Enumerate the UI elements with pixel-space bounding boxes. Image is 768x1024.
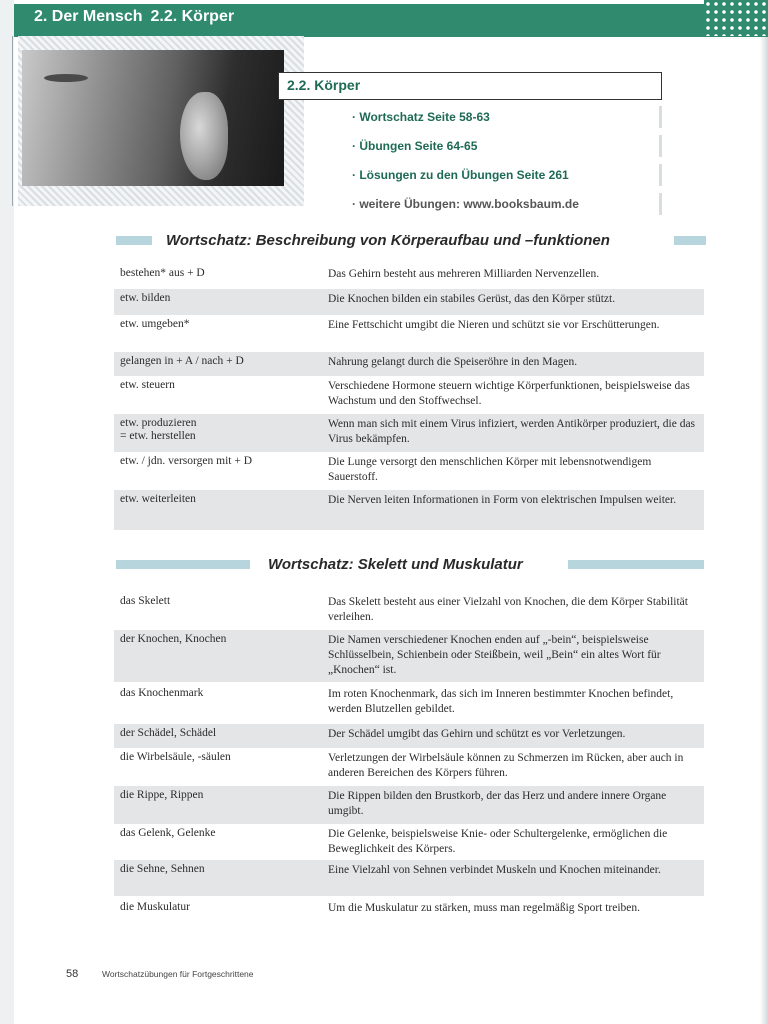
section-heading-skeleton: Wortschatz: Skelett und Muskulatur: [268, 556, 523, 573]
vocab-row: [114, 352, 704, 376]
vocab-term: der Knochen, Knochen: [120, 633, 227, 645]
vocab-row: [114, 684, 704, 722]
vocab-example: Die Nerven leiten Informationen in Form von elektrischen Impulsen weiter.: [328, 494, 677, 506]
vocab-term: bestehen* aus + D: [120, 267, 205, 279]
vocab-row: [114, 289, 704, 315]
vocab-example: Verschiedene Hormone steuern wichtige Körperfunktionen, beispielsweise das Wachstum und den Stoffwechsel.: [328, 380, 690, 407]
section-heading-body-functions: Wortschatz: Beschreibung von Körperaufbau und –funktionen: [166, 232, 610, 249]
vocab-term: das Skelett: [120, 595, 171, 607]
section-bar-right: [674, 236, 706, 245]
vocab-example: Die Lunge versorgt den menschlichen Körper mit lebensnotwendigem Sauerstoff.: [328, 456, 652, 483]
vocab-row: [114, 898, 704, 924]
vocab-example: Das Gehirn besteht aus mehreren Milliarden Nervenzellen.: [328, 268, 600, 280]
vocab-row: [114, 315, 704, 351]
vocab-row: [114, 824, 704, 860]
decorative-pattern-icon: [704, 0, 768, 36]
vocab-row: [114, 748, 704, 786]
info-link-solutions: · Lösungen zu den Übungen Seite 261: [346, 164, 662, 186]
vocab-example: Eine Vielzahl von Sehnen verbindet Muskeln und Knochen miteinander.: [328, 864, 661, 876]
eye-shape: [44, 74, 88, 82]
section-bar-left: [116, 560, 250, 569]
ear-photo: [22, 50, 284, 186]
book-title: Wortschatzübungen für Fortgeschrittene: [102, 969, 254, 979]
gutter-line: [12, 36, 13, 206]
vocab-example: Die Knochen bilden ein stabiles Gerüst, das den Körper stützt.: [328, 293, 616, 305]
vocab-term: das Gelenk, Gelenke: [120, 827, 216, 839]
vocab-row: [114, 452, 704, 490]
vocab-row: [114, 786, 704, 824]
section-bar-left: [116, 236, 152, 245]
vocab-term: etw. umgeben*: [120, 318, 190, 330]
info-link-exercises: · Übungen Seite 64-65: [346, 135, 662, 157]
info-link-website: · weitere Übungen: www.booksbaum.de: [346, 193, 662, 215]
vocab-row: [114, 630, 704, 682]
vocab-term: etw. produzieren = etw. herstellen: [120, 417, 197, 442]
vocab-example: Das Skelett besteht aus einer Vielzahl von Knochen, die dem Körper Stabilität verleihen.: [328, 596, 688, 623]
vocab-term: etw. bilden: [120, 292, 171, 304]
vocab-example: Eine Fettschicht umgibt die Nieren und schützt sie vor Erschütterungen.: [328, 319, 660, 331]
page-number: 58: [66, 968, 79, 980]
chapter-header: [34, 8, 234, 26]
page-edge-shadow: [760, 36, 768, 1024]
vocab-term: etw. weiterleiten: [120, 493, 196, 505]
vocab-example: Die Gelenke, beispielsweise Knie- oder Schultergelenke, ermöglichen die Beweglichkeit des Körpers.: [328, 828, 668, 855]
vocab-example: Die Rippen bilden den Brustkorb, der das Herz und andere innere Organe umgibt.: [328, 790, 667, 817]
vocab-example: Im roten Knochenmark, das sich im Inneren bestimmter Knochen befindet, werden Blutzellen gebildet.: [328, 688, 674, 715]
vocab-row: [114, 490, 704, 530]
vocab-term: die Sehne, Sehnen: [120, 863, 205, 875]
vocab-term: die Wirbelsäule, -säulen: [120, 751, 231, 763]
vocab-term: etw. steuern: [120, 379, 175, 391]
vocab-example: Die Namen verschiedener Knochen enden auf „-bein“, beispielsweise Schlüsselbein, Schienbein oder Steißbein, weil „Bein“ ein altes Wort für „Knochen“ ist.: [328, 634, 661, 676]
vocab-term: das Knochenmark: [120, 687, 204, 699]
vocab-example: Um die Muskulatur zu stärken, muss man regelmäßig Sport treiben.: [328, 902, 641, 914]
info-box-title: 2.2. Körper: [287, 77, 361, 93]
vocab-term: die Rippe, Rippen: [120, 789, 204, 801]
info-box: [278, 72, 662, 100]
vocab-row: [114, 414, 704, 452]
vocab-row: [114, 376, 704, 414]
vocab-term: gelangen in + A / nach + D: [120, 355, 244, 367]
vocab-row: [114, 724, 704, 748]
vocab-row: [114, 592, 704, 630]
info-link-vocabulary: · Wortschatz Seite 58-63: [346, 106, 662, 128]
vocab-term: die Muskulatur: [120, 901, 190, 913]
vocab-example: Nahrung gelangt durch die Speiseröhre in den Magen.: [328, 356, 578, 368]
section-bar-right: [568, 560, 704, 569]
vocab-row: [114, 264, 704, 288]
vocab-example: Wenn man sich mit einem Virus infiziert, werden Antikörper produziert, die das Virus bekämpfen.: [328, 418, 696, 445]
vocab-row: [114, 860, 704, 896]
vocab-example: Der Schädel umgibt das Gehirn und schützt es vor Verletzungen.: [328, 728, 626, 740]
ear-shape: [180, 92, 228, 180]
vocab-term: der Schädel, Schädel: [120, 727, 217, 739]
vocab-example: Verletzungen der Wirbelsäule können zu Schmerzen im Rücken, aber auch in anderen Bereichen des Körpers führen.: [328, 752, 684, 779]
chapter-title: 2. Der Mensch: [34, 8, 143, 25]
vocab-term: etw. / jdn. versorgen mit + D: [120, 455, 253, 467]
section-title: 2.2. Körper: [150, 8, 235, 25]
